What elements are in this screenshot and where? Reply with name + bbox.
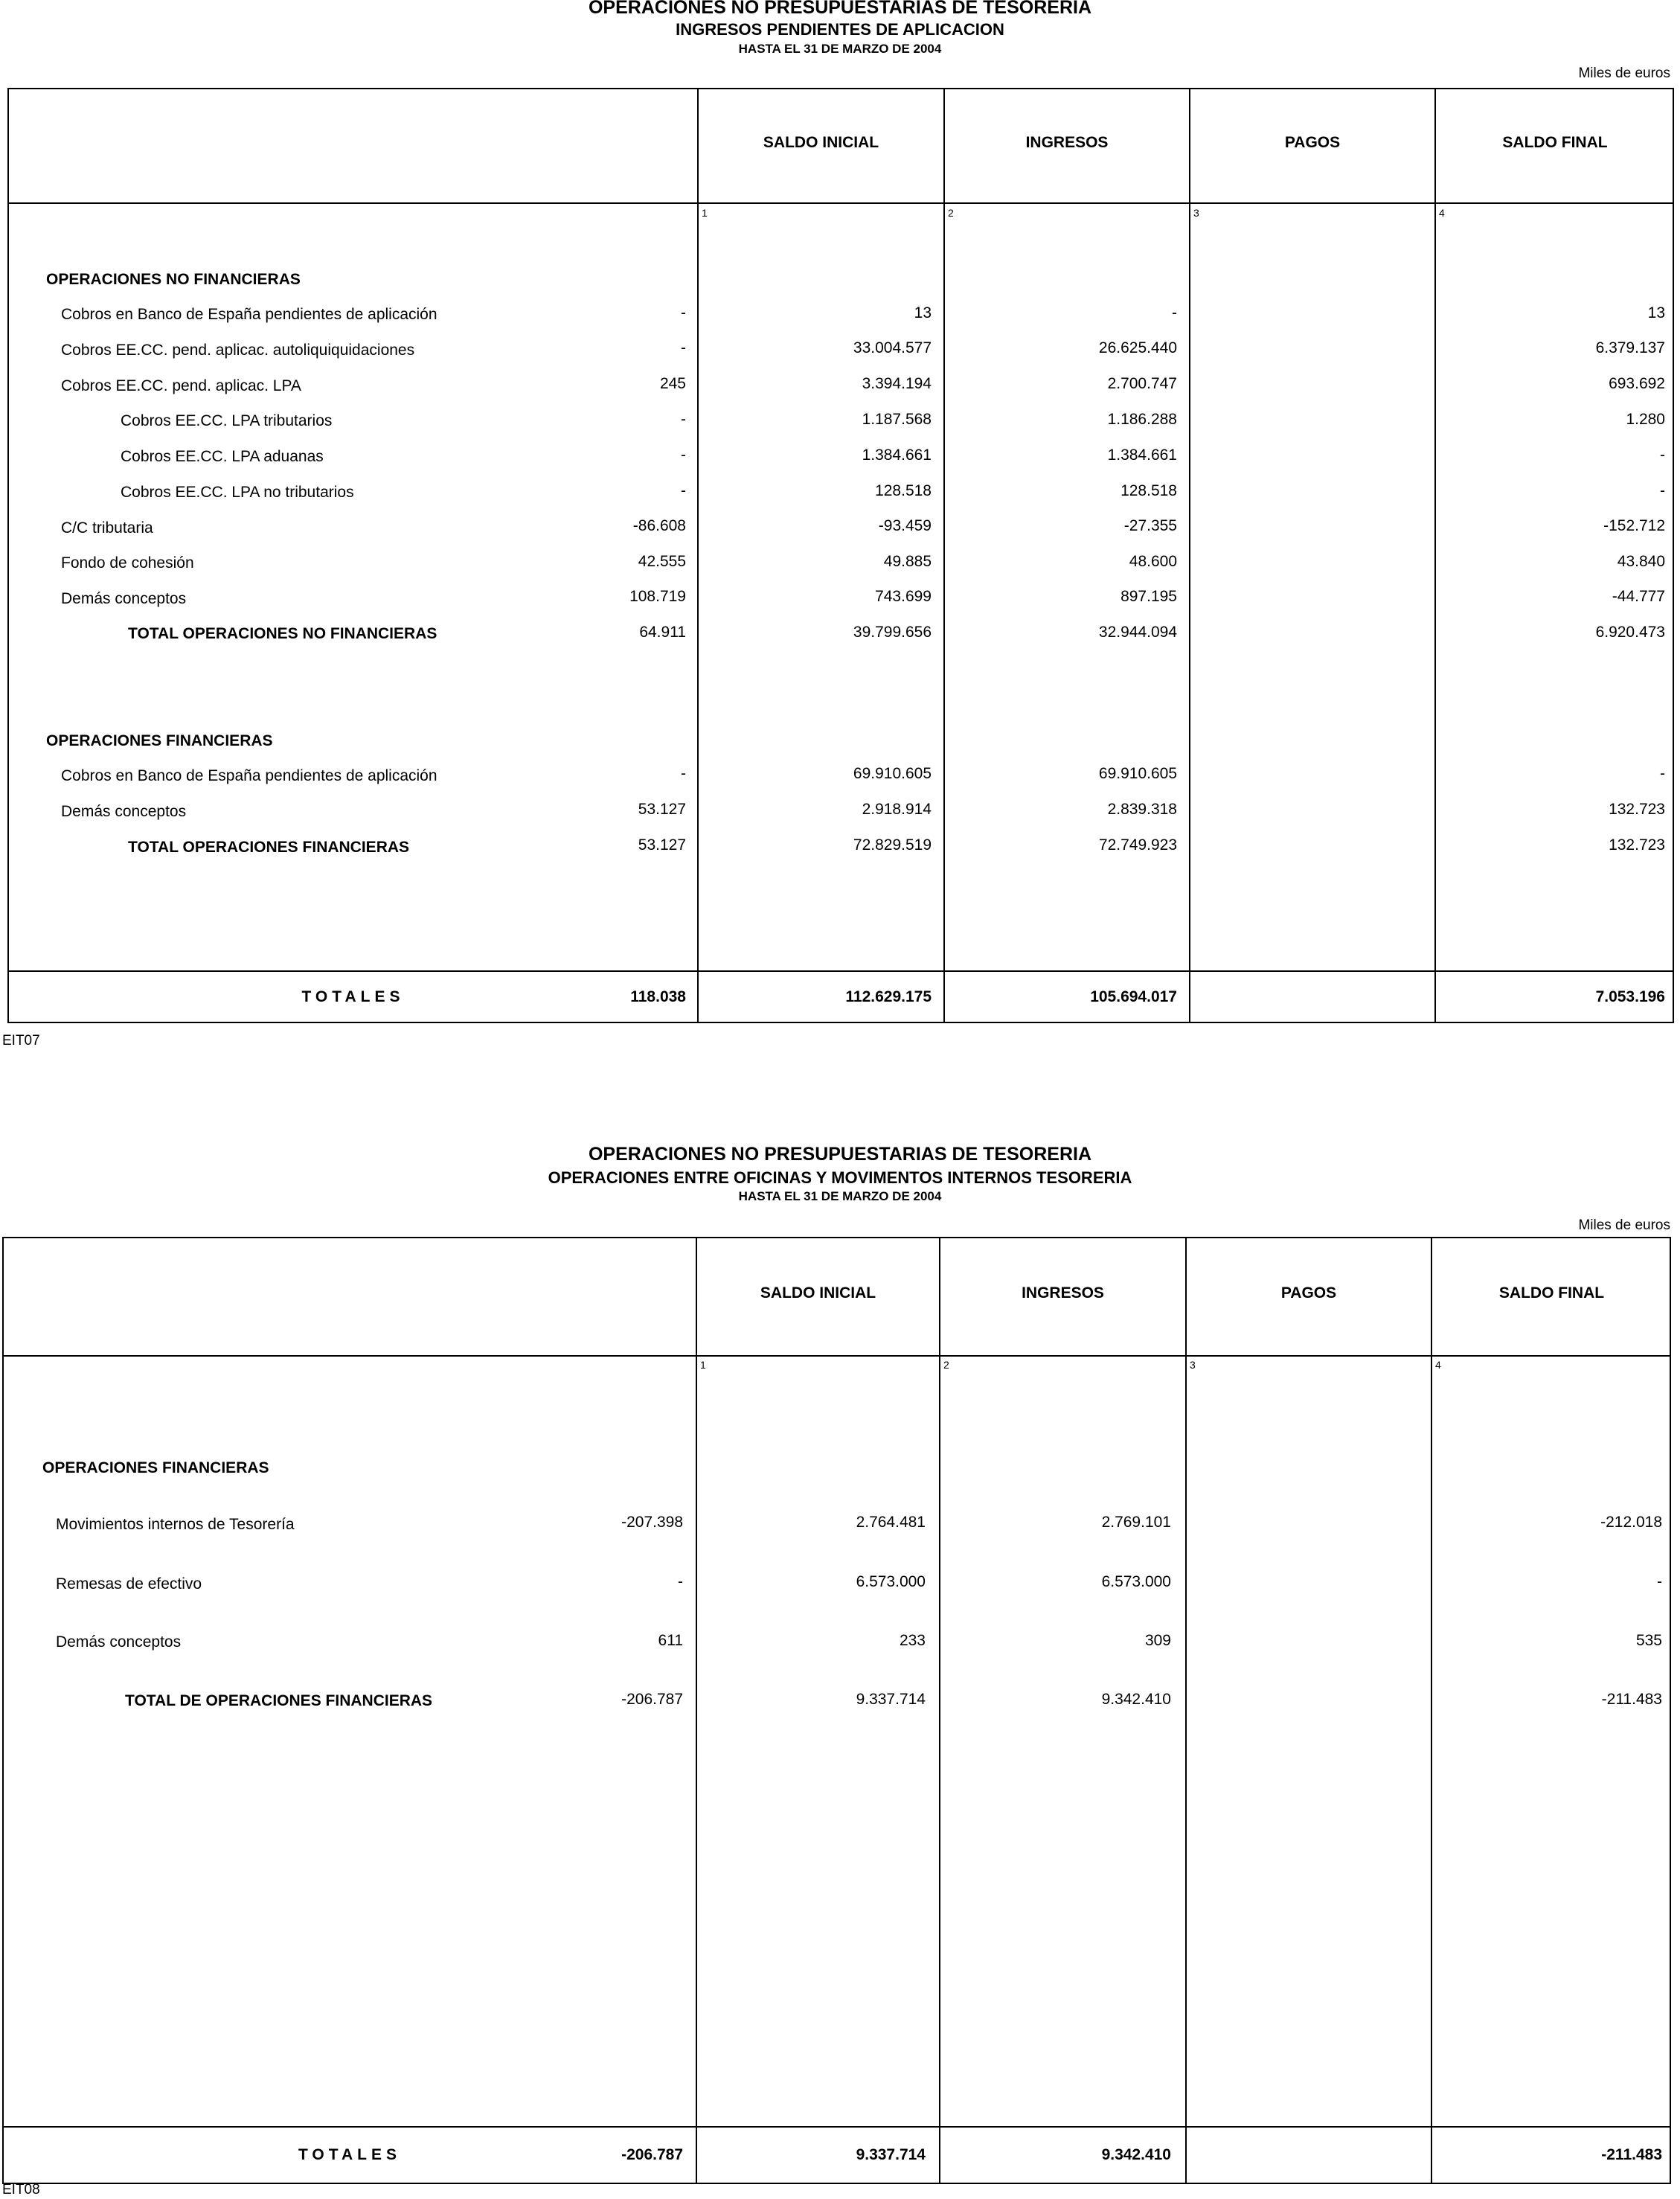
table-cell: 132.723	[1609, 836, 1665, 854]
report1-total-financieras: TOTAL OPERACIONES FINANCIERAS	[128, 839, 410, 856]
report1-section-financieras: OPERACIONES FINANCIERAS	[46, 732, 273, 749]
table-cell: 535	[1635, 1632, 1662, 1649]
table-cell: 108.719	[629, 588, 686, 605]
table-cell: 1.187.568	[862, 411, 932, 428]
table-row-label: Remesas de efectivo	[56, 1575, 202, 1593]
table-row-label: Cobros EE.CC. LPA no tributarios	[121, 484, 354, 501]
table-cell: 2.918.914	[862, 801, 932, 818]
table-cell: 48.600	[1129, 553, 1177, 570]
table-cell: 64.911	[639, 624, 686, 641]
table-cell: 132.723	[1609, 801, 1665, 818]
report2-units: Miles de euros	[1578, 1217, 1670, 1233]
report2-title: OPERACIONES NO PRESUPUESTARIAS DE TESORERIA	[588, 1144, 1092, 1165]
table-cell: 128.518	[1120, 482, 1177, 499]
report2-colnum-4: 4	[1435, 1359, 1441, 1371]
table-cell: -	[681, 304, 686, 321]
table-cell: 128.518	[875, 482, 932, 499]
report1-colnum-3: 3	[1193, 207, 1199, 219]
table-cell: -93.459	[878, 517, 932, 534]
table-cell: 2.839.318	[1107, 801, 1177, 818]
table-row-label: Movimientos internos de Tesorería	[56, 1516, 295, 1533]
table-cell: -	[681, 482, 686, 499]
table-cell: 6.573.000	[1101, 1573, 1171, 1590]
table-cell: -	[681, 411, 686, 428]
table-row-label: Cobros en Banco de España pendientes de aplicación	[61, 767, 437, 784]
table-cell: -	[681, 446, 686, 464]
table-cell: 309	[1144, 1632, 1171, 1649]
table-cell: 13	[1647, 304, 1665, 321]
report1-subtitle: INGRESOS PENDIENTES DE APLICACION	[676, 20, 1004, 39]
table-row-label: Cobros EE.CC. LPA aduanas	[121, 448, 324, 465]
table-cell: -27.355	[1123, 517, 1177, 534]
report1-code: EIT07	[2, 1033, 40, 1049]
report1-col-ingresos: INGRESOS	[1025, 134, 1109, 151]
table-cell: -	[681, 765, 686, 782]
table-cell: -	[1660, 482, 1665, 499]
table-cell: 9.342.410	[1101, 1691, 1171, 1708]
report1-colnum-1: 1	[702, 207, 708, 219]
table-cell: 118.038	[630, 988, 686, 1005]
report2-code: EIT08	[2, 2182, 40, 2198]
table-cell: 49.885	[883, 553, 932, 570]
table-row-label: Cobros EE.CC. LPA tributarios	[121, 412, 333, 429]
table-cell: 2.769.101	[1101, 1514, 1171, 1531]
table-cell: 233	[899, 1632, 926, 1649]
table-cell: 9.342.410	[1101, 2146, 1171, 2163]
table-cell: 53.127	[638, 836, 686, 854]
table-row-label: Demás conceptos	[61, 803, 187, 820]
report1-totales-label: TOTALES	[301, 988, 405, 1005]
table-cell: 1.280	[1626, 411, 1665, 428]
table-cell: 112.629.175	[845, 988, 932, 1005]
report2-col-saldo-final: SALDO FINAL	[1498, 1284, 1605, 1302]
table-cell: 39.799.656	[853, 624, 932, 641]
report2-table	[2, 1237, 1671, 2184]
table-cell: 6.379.137	[1595, 339, 1665, 356]
table-cell: 105.694.017	[1090, 988, 1177, 1005]
table-row-label: Cobros en Banco de España pendientes de aplicación	[61, 306, 437, 323]
table-cell: -207.398	[621, 1514, 683, 1531]
table-cell: -	[678, 1573, 683, 1590]
table-cell: 7.053.196	[1595, 988, 1665, 1005]
table-cell: -	[681, 339, 686, 356]
table-cell: 13	[914, 304, 932, 321]
report1-section-no-financieras: OPERACIONES NO FINANCIERAS	[46, 271, 301, 288]
table-cell: 897.195	[1120, 588, 1177, 605]
table-cell: 9.337.714	[856, 2146, 926, 2163]
table-row-label: Cobros EE.CC. pend. aplicac. LPA	[61, 377, 301, 394]
table-cell: -206.787	[621, 2146, 683, 2163]
table-row-label: Demás conceptos	[61, 590, 187, 607]
table-cell: 743.699	[875, 588, 932, 605]
table-cell: 53.127	[638, 801, 686, 818]
table-cell: 33.004.577	[853, 339, 932, 356]
table-cell: -211.483	[1601, 2146, 1662, 2163]
table-cell: -	[1660, 446, 1665, 464]
report1-title: OPERACIONES NO PRESUPUESTARIAS DE TESORERIA	[588, 0, 1092, 18]
table-row-label: Fondo de cohesión	[61, 554, 194, 572]
table-cell: 42.555	[638, 553, 686, 570]
report1-table	[7, 88, 1674, 1023]
report1-units: Miles de euros	[1578, 65, 1670, 81]
table-cell: 611	[658, 1632, 683, 1649]
table-cell: 6.573.000	[856, 1573, 926, 1590]
table-cell: -	[1172, 304, 1177, 321]
report2-colnum-1: 1	[700, 1359, 706, 1371]
table-cell: 2.764.481	[856, 1514, 926, 1531]
table-cell: -86.608	[632, 517, 686, 534]
report1-colnum-2: 2	[948, 207, 954, 219]
report2-subtitle: OPERACIONES ENTRE OFICINAS Y MOVIMENTOS INTERNOS TESORERIA	[548, 1168, 1132, 1187]
report2-colnum-2: 2	[943, 1359, 949, 1371]
table-cell: 32.944.094	[1098, 624, 1177, 641]
table-cell: 693.692	[1609, 375, 1665, 392]
table-cell: 1.384.661	[862, 446, 932, 464]
table-row-label: Cobros EE.CC. pend. aplicac. autoliquiquidaciones	[61, 342, 415, 359]
table-cell: -211.483	[1601, 1691, 1662, 1708]
table-cell: 26.625.440	[1098, 339, 1177, 356]
report2-section-financieras: OPERACIONES FINANCIERAS	[42, 1459, 269, 1476]
table-cell: 6.920.473	[1595, 624, 1665, 641]
report2-date: HASTA EL 31 DE MARZO DE 2004	[738, 1189, 942, 1203]
report1-col-pagos: PAGOS	[1284, 134, 1341, 151]
table-cell: -	[1660, 765, 1665, 782]
table-cell: 2.700.747	[1107, 375, 1177, 392]
table-cell: -152.712	[1603, 517, 1665, 534]
table-cell: -44.777	[1612, 588, 1665, 605]
report2-colnum-3: 3	[1190, 1359, 1196, 1371]
table-cell: -	[1657, 1573, 1662, 1590]
table-cell: 3.394.194	[862, 375, 932, 392]
report1-col-saldo-inicial: SALDO INICIAL	[763, 134, 879, 151]
table-row-label: Demás conceptos	[56, 1633, 182, 1651]
table-cell: 43.840	[1617, 553, 1665, 570]
report1-col-saldo-final: SALDO FINAL	[1502, 134, 1608, 151]
report1-total-no-financieras: TOTAL OPERACIONES NO FINANCIERAS	[128, 625, 437, 642]
report1-colnum-4: 4	[1439, 207, 1445, 219]
table-row-label: C/C tributaria	[61, 519, 153, 537]
report2-col-pagos: PAGOS	[1280, 1284, 1337, 1302]
table-cell: 1.186.288	[1107, 411, 1177, 428]
table-cell: 9.337.714	[856, 1691, 926, 1708]
report2-totales-label: TOTALES	[298, 2146, 402, 2163]
report2-total-financieras: TOTAL DE OPERACIONES FINANCIERAS	[125, 1692, 433, 1709]
report1-date: HASTA EL 31 DE MARZO DE 2004	[738, 42, 942, 56]
table-cell: 1.384.661	[1107, 446, 1177, 464]
table-cell: -212.018	[1600, 1514, 1662, 1531]
table-cell: 69.910.605	[853, 765, 932, 782]
report2-col-ingresos: INGRESOS	[1022, 1284, 1104, 1302]
table-cell: 245	[659, 375, 686, 392]
report2-col-saldo-inicial: SALDO INICIAL	[760, 1284, 876, 1302]
table-cell: -206.787	[621, 1691, 683, 1708]
table-cell: 72.829.519	[853, 836, 932, 854]
table-cell: 69.910.605	[1098, 765, 1177, 782]
table-cell: 72.749.923	[1098, 836, 1177, 854]
